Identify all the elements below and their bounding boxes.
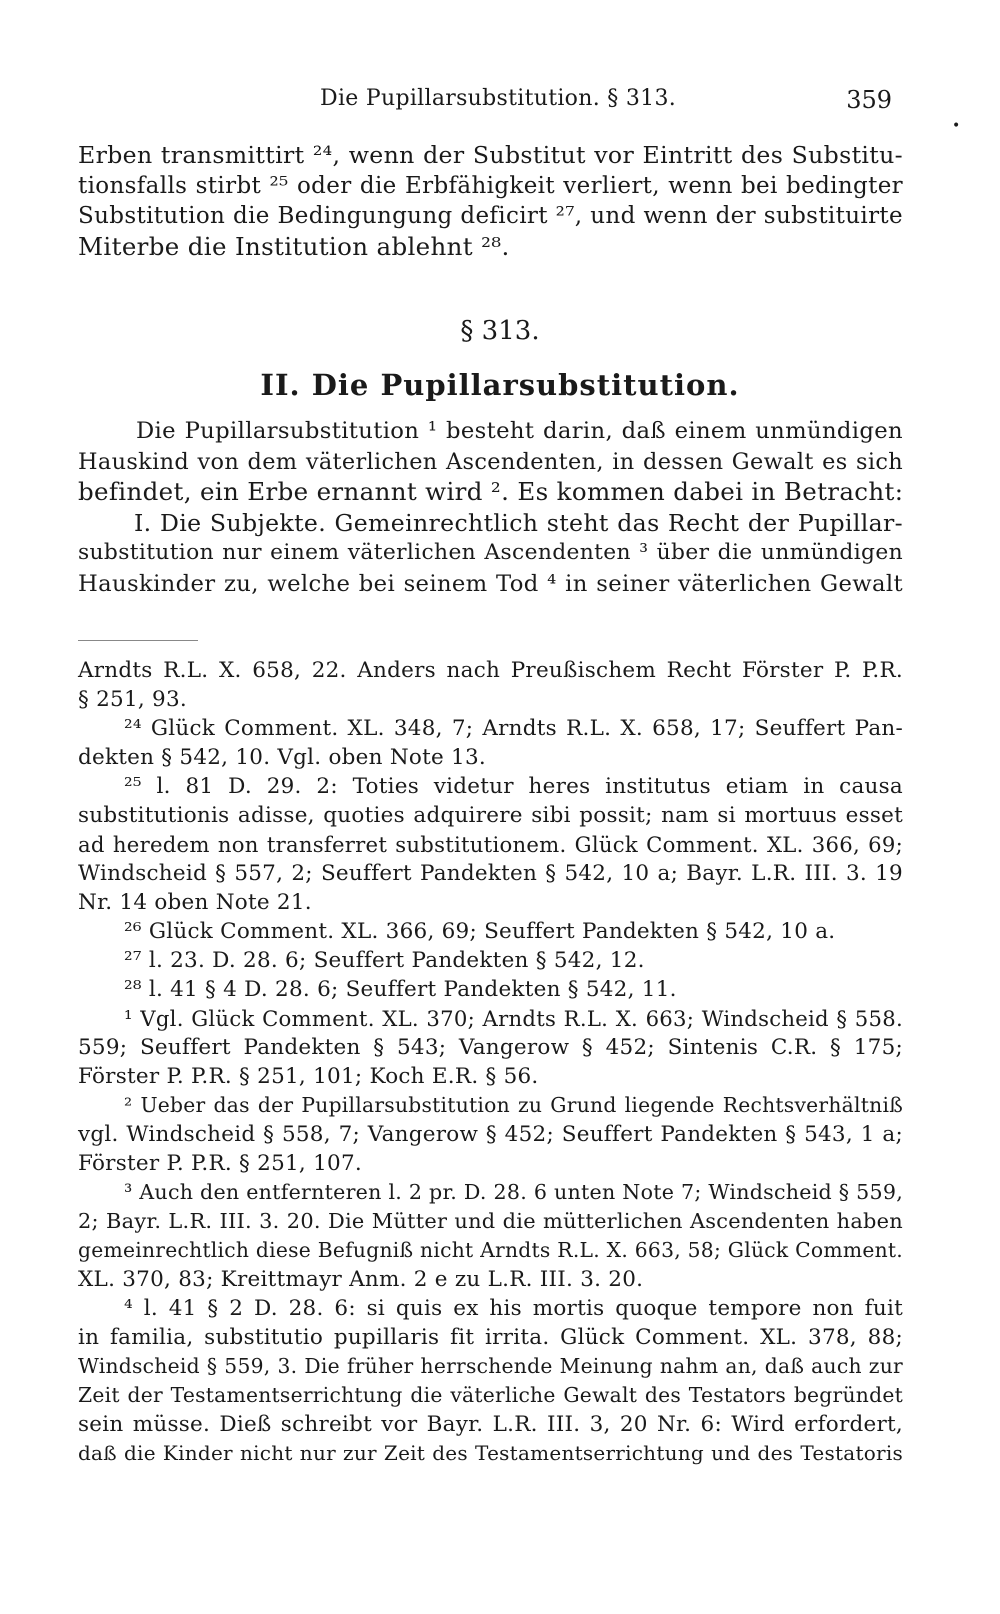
footnote-line: ad heredem non transferret substitutionem. Glück Comment. XL. 366, 69;: [78, 832, 903, 857]
footnote-line: daß die Kinder nicht nur zur Zeit des Testamentserrichtung und des Testatoris: [78, 1441, 903, 1465]
footnote-line: vgl. Windscheid § 558, 7; Vangerow § 452; Seuffert Pandekten § 543, 1 a;: [78, 1122, 903, 1147]
text-line: I. Die Subjekte. Gemeinrechtlich steht das Recht der Pupillar-: [134, 508, 903, 537]
footnote-line: ¹ Vgl. Glück Comment. XL. 370; Arndts R.L. X. 663; Windscheid § 558.: [124, 1006, 903, 1031]
footnote-line: ⁴ l. 41 § 2 D. 28. 6: si quis ex his mortis quoque tempore non fuit: [124, 1296, 903, 1321]
text-line: Hauskind von dem väterlichen Ascendenten, in dessen Gewalt es sich: [78, 448, 903, 475]
footnote-line: ²⁵ l. 81 D. 29. 2: Toties videtur heres institutus etiam in causa: [124, 774, 903, 799]
footnote-line: Nr. 14 oben Note 21.: [78, 890, 312, 915]
text-line: Erben transmittirt ²⁴, wenn der Substitut vor Eintritt des Substitu-: [78, 141, 903, 169]
footnote-line: sein müsse. Dieß schreibt vor Bayr. L.R. III. 3, 20 Nr. 6: Wird erfordert,: [78, 1412, 903, 1437]
footnote-line: Förster P. P.R. § 251, 107.: [78, 1151, 362, 1176]
running-head: Die Pupillarsubstitution. § 313.: [320, 86, 677, 111]
footnote-line: in familia, substitutio pupillaris fit irrita. Glück Comment. XL. 378, 88;: [78, 1325, 903, 1350]
footnote-line: gemeinrechtlich diese Befugniß nicht Arndts R.L. X. 663, 58; Glück Comment.: [78, 1238, 903, 1262]
page-number: 359: [846, 86, 892, 114]
footnote-line: ²⁴ Glück Comment. XL. 348, 7; Arndts R.L. X. 658, 17; Seuffert Pan-: [124, 716, 903, 741]
footnotes: [78, 656, 903, 1468]
footnote-line: ³ Auch den entfernteren l. 2 pr. D. 28. 6 unten Note 7; Windscheid § 559,: [124, 1180, 903, 1204]
section-number: § 313.: [460, 316, 540, 346]
footnote-line: 559; Seuffert Pandekten § 543; Vangerow § 452; Sintenis C.R. § 175;: [78, 1035, 903, 1060]
footnote-line: ² Ueber das der Pupillarsubstitution zu Grund liegende Rechtsverhältniß: [124, 1093, 903, 1117]
text-line: Hauskinder zu, welche bei seinem Tod ⁴ in seiner väterlichen Gewalt: [78, 570, 903, 597]
text-line: Die Pupillarsubstitution ¹ besteht darin, daß einem unmündigen: [136, 418, 903, 444]
text-line: befindet, ein Erbe ernannt wird ². Es kommen dabei in Betracht:: [78, 477, 904, 507]
footnote-line: Zeit der Testamentserrichtung die väterliche Gewalt des Testators begründet: [78, 1383, 903, 1407]
text-line: tionsfalls stirbt ²⁵ oder die Erbfähigkeit verliert, wenn bei bedingter: [78, 172, 903, 199]
footnote-line: XL. 370, 83; Kreittmayr Anm. 2 e zu L.R. III. 3. 20.: [78, 1267, 644, 1292]
footnote-line: § 251, 93.: [78, 687, 187, 712]
text-line: Miterbe die Institution ablehnt ²⁸.: [78, 231, 510, 261]
footnote-line: ²⁸ l. 41 § 4 D. 28. 6; Seuffert Pandekten § 542, 11.: [124, 977, 677, 1002]
footnote-line: Windscheid § 559, 3. Die früher herrschende Meinung nahm an, daß auch zur: [78, 1354, 903, 1378]
footnote-line: ²⁶ Glück Comment. XL. 366, 69; Seuffert Pandekten § 542, 10 a.: [124, 919, 836, 944]
section-title: II. Die Pupillarsubstitution.: [260, 368, 740, 402]
main-paragraph: [78, 416, 903, 600]
text-line: substitution nur einem väterlichen Ascendenten ³ über die unmündigen: [78, 540, 903, 566]
text-line: Substitution die Bedingungung deficirt ²⁷, und wenn der substituirte: [78, 203, 903, 230]
footnote-line: Förster P. P.R. § 251, 101; Koch E.R. § 56.: [78, 1064, 539, 1089]
margin-mark: •: [952, 118, 961, 134]
footnote-line: Windscheid § 557, 2; Seuffert Pandekten § 542, 10 a; Bayr. L.R. III. 3. 19: [78, 861, 903, 886]
footnote-line: dekten § 542, 10. Vgl. oben Note 13.: [78, 745, 486, 770]
footnote-line: 2; Bayr. L.R. III. 3. 20. Die Mütter und die mütterlichen Ascendenten haben: [78, 1209, 903, 1233]
footnote-line: ²⁷ l. 23. D. 28. 6; Seuffert Pandekten § 542, 12.: [124, 948, 645, 973]
continuation-paragraph: [78, 140, 903, 262]
footnote-divider: [78, 640, 198, 641]
footnote-line: substitutionis adisse, quoties adquirere sibi possit; nam si mortuus esset: [78, 803, 903, 828]
footnote-line: Arndts R.L. X. 658, 22. Anders nach Preußischem Recht Förster P. P.R.: [78, 658, 903, 683]
